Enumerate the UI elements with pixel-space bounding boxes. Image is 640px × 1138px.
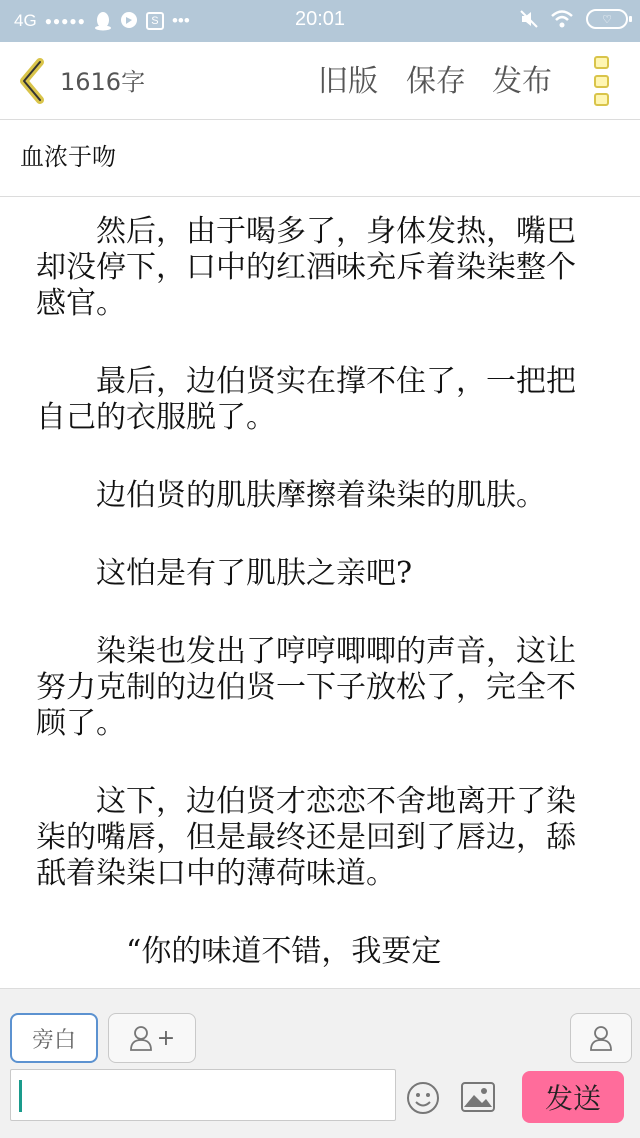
network-type: 4G [14,11,37,30]
emoji-icon[interactable] [406,1081,440,1115]
wifi-icon [550,9,574,29]
composer-panel [0,988,640,1138]
role-avatar-button[interactable] [570,1013,632,1063]
back-chevron-icon[interactable] [16,58,50,104]
paragraph: 染柒也发出了哼哼唧唧的声音，这让努力克制的边伯贤一下子放松了，完全不顾了。 [36,634,576,741]
old-version-button[interactable]: 旧版 [318,64,378,99]
more-menu-icon[interactable] [594,56,612,106]
message-input[interactable] [10,1069,396,1121]
editor-toolbar [0,42,640,120]
save-button[interactable]: 保存 [406,64,466,99]
narration-button[interactable] [10,1013,98,1063]
person-icon [129,1025,153,1051]
add-role-button[interactable] [108,1013,196,1063]
paragraph: 这下，边伯贤才恋恋不舍地离开了染柒的嘴唇，但是最终还是回到了唇边，舔舐着染柒口中的薄荷味道。 [36,784,576,891]
paragraph: 然后，由于喝多了，身体发热，嘴巴却没停下，口中的红酒味充斥着染柒整个感官。 [36,214,576,321]
menu-dot [594,75,609,88]
status-right [520,9,628,29]
paragraph: “你的味道不错，我要定 [126,934,442,969]
narration-label: 旁白 [31,1027,76,1053]
publish-button[interactable]: 发布 [492,64,552,99]
paragraph: 最后，边伯贤实在撑不住了，一把把自己的衣服脱了。 [36,364,576,435]
send-label: 发送 [544,1082,601,1115]
chapter-title-field[interactable] [0,121,640,197]
menu-dot [594,56,609,69]
paragraph: 这怕是有了肌肤之亲吧? [96,556,413,591]
more-notifications: ••• [171,11,190,30]
clock: 20:01 [294,8,346,30]
person-icon [589,1025,613,1051]
image-icon[interactable] [460,1081,496,1113]
add-role-plus: + [156,1025,176,1051]
battery-icon: ♡ [586,9,628,29]
text-cursor [19,1080,22,1112]
mute-icon [520,9,538,29]
paragraph: 边伯贤的肌肤摩擦着染柒的肌肤。 [96,478,546,513]
s-icon: S [146,12,164,30]
chapter-title: 血浓于吻 [20,143,116,171]
status-bar [0,0,640,42]
story-content-editor[interactable] [36,214,596,986]
signal-icon: ●●●●● [44,14,86,28]
word-count: 1616字 [60,68,146,96]
menu-dot [594,93,609,106]
send-button[interactable] [522,1071,624,1123]
